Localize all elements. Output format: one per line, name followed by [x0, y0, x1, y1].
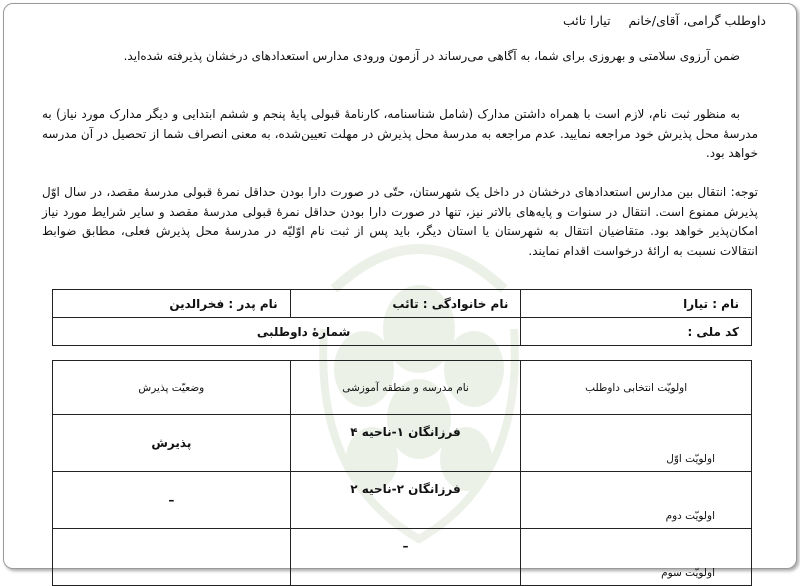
header-school: نام مدرسه و منطقه آموزشی: [290, 361, 521, 415]
paragraph-transfer-note: توجه: انتقال بین مدارس استعدادهای درخشان در داخل یک شهرستان، حتّی در صورت دارا بودن حداقل نمرهٔ قبولی مدرسهٔ مقصد، در سال اوّل پذیرش ممنوع است. انتقال در سنوات و پایه‌های بالاتر نیز، تنها در صورت دارا بودن حداقل نمرهٔ قبولی مدرسهٔ مقصد و سایر شرایط مورد نیاز امکان‌پذیر خواهد بود. متقاضیان انتقال به شهرستان یا استان دیگر، باید پس از ثبت نام اوّلیّه در مدرسهٔ محل پذیرش فعلی، مطابق ضوابط انتقالات نسبت به ارائهٔ درخواست اقدام نمایند.: [42, 185, 758, 258]
table-row: [53, 529, 752, 586]
greeting-line: [563, 13, 766, 28]
priority-label: اولویّت اوّل: [521, 415, 752, 472]
national-code-cell: کد ملی :: [521, 318, 752, 346]
header-status: وضعیّت پذیرش: [53, 361, 291, 415]
paragraph-acceptance: ضمن آرزوی سلامتی و بهروزی برای شما، به آگاهی می‌رساند در آزمون ورودی مدارس استعدادهای درخشان پذیرفته شده‌اید.: [123, 49, 740, 63]
school-name: –: [290, 529, 521, 586]
priority-table: [52, 360, 752, 586]
candidate-name: تیارا تائب: [562, 13, 611, 28]
admission-status: [53, 529, 291, 586]
last-name-cell: نام خانوادگی : تائب: [290, 290, 521, 318]
priority-label: اولویّت دوم: [521, 472, 752, 529]
first-name-cell: نام : تیارا: [521, 290, 752, 318]
father-name-cell: نام پدر : فخرالدین: [53, 290, 291, 318]
admission-letter: [3, 3, 797, 579]
candidate-number-cell: شمارهٔ داوطلبی: [53, 318, 521, 346]
school-name: فرزانگان ۱-ناحیه ۴: [290, 415, 521, 472]
table-row: [53, 415, 752, 472]
table-row: [53, 472, 752, 529]
priority-label: اولویّت سوم: [521, 529, 752, 586]
header-priority: اولویّت انتخابی داوطلب: [521, 361, 752, 415]
admission-status: پذیرش: [53, 415, 291, 472]
admission-status: –: [53, 472, 291, 529]
salutation: داوطلب گرامی، آقای/خانم: [628, 13, 766, 28]
school-name: فرزانگان ۲-ناحیه ۲: [290, 472, 521, 529]
student-info-table: [52, 289, 752, 346]
priority-header-row: [53, 361, 752, 415]
paragraph-registration: به منظور ثبت نام، لازم است با همراه داشتن مدارک (شامل شناسنامه، کارنامهٔ قبولی پایهٔ پنجم و ششم ابتدایی و دیگر مدارک مورد نیاز) به مدرسهٔ محل پذیرش خود مراجعه نمایید. عدم مراجعه به مدرسهٔ محل پذیرش در مهلت تعیین‌شده، به معنی انصراف شما از تحصیل در آن مدرسه خواهد بود.: [42, 107, 758, 160]
